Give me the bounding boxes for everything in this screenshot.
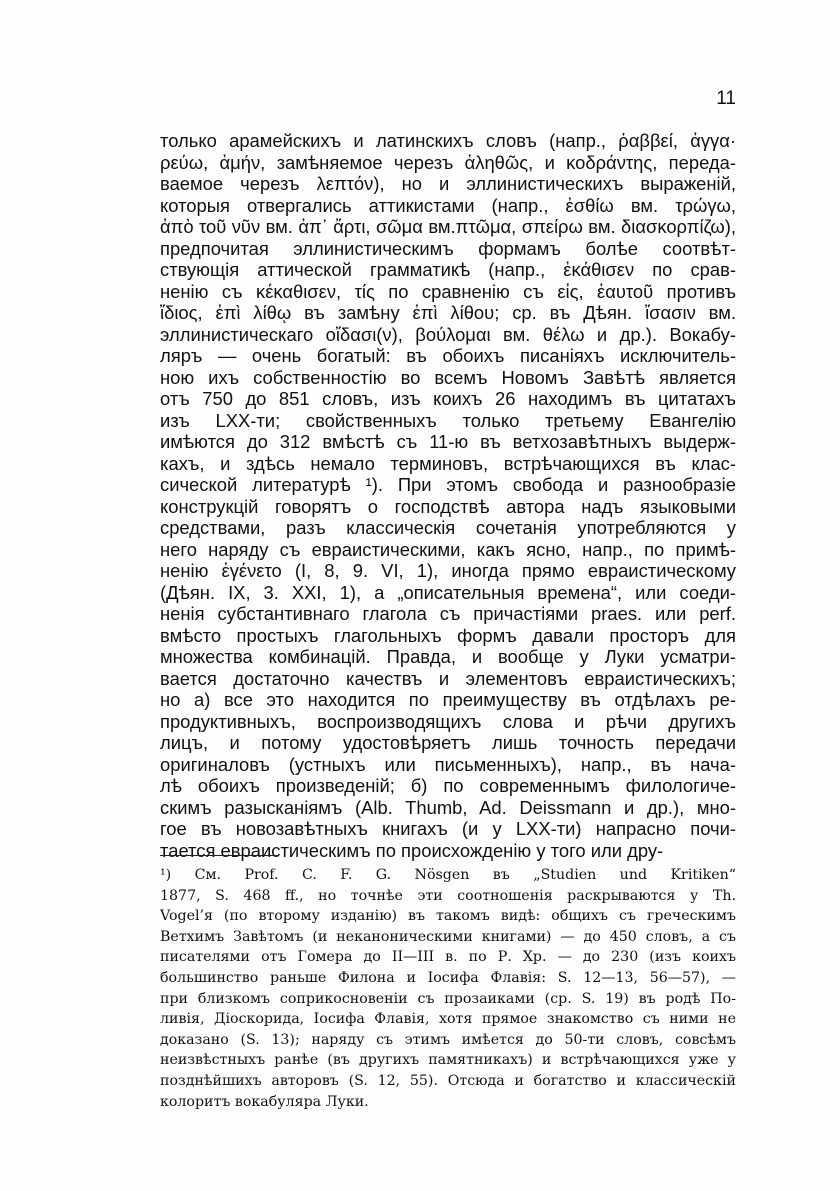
text-line: конструкцій говорятъ о господствѣ автора надъ языковыми xyxy=(160,495,736,517)
text-line: множества комбинацій. Правда, и вообще у Луки усматри- xyxy=(160,646,736,667)
text-line: ἴδιος, ἐπὶ λίθῳ въ замѣну ἐπὶ λίθου; ср. въ Дѣян. ἴσασιν вм. xyxy=(160,302,736,323)
footnote-separator xyxy=(160,855,278,856)
text-line: средствами, разъ классическія сочетанія употребляются у xyxy=(160,517,736,538)
text-line: только арамейскихъ и латинскихъ словъ (напр., ῥαββεί, ἀγγα· xyxy=(160,130,736,151)
text-line: гое въ новозавѣтныхъ книгахъ (и у LXX-ти) напрасно почи- xyxy=(160,818,736,839)
footnote-line: ¹) См. Prof. C. F. G. Nösgen въ „Studien und Kritiken“ xyxy=(160,867,736,883)
text-line: ною ихъ собственностію во всемъ Новомъ Завѣтѣ является xyxy=(160,366,736,388)
text-line: которыя отвергались аттикистами (напр., ἐσθίω вм. τρώγω, xyxy=(160,194,736,216)
text-line: ствующія аттической грамматикѣ (напр., ἐκάθισεν по срав- xyxy=(160,259,736,280)
footnote-line: большинство раньше Филона и Іосифа Флавія: S. 12—13, 56—57), — xyxy=(160,969,736,986)
text-line: скимъ разысканіямъ (Alb. Thumb, Ad. Deissmann и др.), мно- xyxy=(160,796,736,818)
text-line: вается достаточно качествъ и элементовъ евраистическихъ; xyxy=(160,667,736,689)
text-line: продуктивныхъ, воспроизводящихъ слова и рѣчи другихъ xyxy=(160,710,736,732)
footnote-line: Vogel’я (по второму изданію) въ такомъ видѣ: общихъ съ греческимъ xyxy=(160,908,736,925)
page-number: 11 xyxy=(716,88,736,109)
text-line: ἀπὸ τοῦ νῦν вм. ἀπ᾿ ἄρτι, σῶμα вм.πτῶμα, σπείρω вм. διασκορπίζω), xyxy=(160,216,736,237)
text-line: лицъ, и потому удостовѣряетъ лишь точность передачи xyxy=(160,732,736,753)
footnote-line: колоритъ вокабуляра Луки. xyxy=(160,1093,369,1110)
text-line: изъ LXX-ти; свойственныхъ только третьему Евангелію xyxy=(160,409,736,431)
text-line: ρεύω, ἀμήν, замѣняемое черезъ ἀληθῶς, и κοδράντης, переда- xyxy=(160,151,736,173)
text-line: ненію съ κέκαθισεν, τίς по сравненію съ εἰς, ἑαυτοῦ противъ xyxy=(160,280,736,302)
text-line: тается евраистическимъ по происхожденію у того или дру- xyxy=(160,839,664,861)
text-line: предпочитая эллинистическимъ формамъ болѣе соотвѣт- xyxy=(160,237,736,259)
text-line: сической литературѣ ¹). При этомъ свобода и разнообразіе xyxy=(160,474,736,495)
text-line: отъ 750 до 851 словъ, изъ коихъ 26 находимъ въ цитатахъ xyxy=(160,388,736,409)
footnote-line: позднѣйшихъ авторовъ (S. 12, 55). Отсюда и богатство и классическій xyxy=(160,1072,736,1089)
footnote-line: доказано (S. 13); наряду съ этимъ имѣется до 50-ти словъ, совсѣмъ xyxy=(160,1031,736,1048)
text-line: имѣются до 312 вмѣстѣ съ 11-ю въ ветхозавѣтныхъ выдерж- xyxy=(160,431,736,452)
text-line: лѣ обоихъ произведеній; б) по современнымъ филологиче- xyxy=(160,775,736,796)
footnote-line: ливія, Діоскорида, Іосифа Флавія, хотя прямое знакомство съ ними не xyxy=(160,1011,736,1028)
main-text xyxy=(160,130,736,861)
text-line: но а) все это находится по преимуществу въ отдѣлахъ ре- xyxy=(160,689,736,710)
text-line: вмѣсто простыхъ глагольныхъ формъ давали просторъ для xyxy=(160,624,736,646)
text-line: него наряду съ евраистическими, какъ ясно, напр., по примѣ- xyxy=(160,538,736,560)
footnotes xyxy=(160,865,736,1112)
text-line: ляръ — очень богатый: въ обоихъ писаніяхъ исключитель- xyxy=(160,345,736,366)
text-line: ненію ἐγένετο (I, 8, 9. VI, 1), иногда прямо евраистическому xyxy=(160,560,736,581)
footnote-line: писателями отъ Гомера до II—III в. по Р. Хр. — до 230 (изъ коихъ xyxy=(160,949,736,966)
text-line: ненія субстантивнаго глагола съ причастіями praes. или perf. xyxy=(160,603,736,624)
text-line: кахъ, и здѣсь немало терминовъ, встрѣчающихся въ клас- xyxy=(160,452,736,474)
text-line: эллинистическаго οἴδασι(ν), βούλομαι вм. θέλω и др.). Вокабу- xyxy=(160,323,736,345)
footnote-line: 1877, S. 468 ff., но точнѣе эти соотношенія раскрываются у Th. xyxy=(160,887,736,904)
footnote-line: при близкомъ соприкосновеніи съ прозаиками (ср. S. 19) въ родѣ По- xyxy=(160,990,736,1007)
footnote-line: неизвѣстныхъ ранѣе (въ другихъ памятникахъ) и встрѣчающихся уже у xyxy=(160,1052,736,1069)
text-line: ваемое черезъ λεπτόν), но и эллинистическихъ выраженій, xyxy=(160,173,736,194)
text-line: оригиналовъ (устныхъ или письменныхъ), напр., въ нача- xyxy=(160,753,736,775)
text-line: (Дѣян. IX, 3. XXI, 1), а „описательныя времена“, или соеди- xyxy=(160,581,736,603)
footnote-line: Ветхимъ Завѣтомъ (и неканоническими книгами) — до 450 словъ, а съ xyxy=(160,928,736,945)
